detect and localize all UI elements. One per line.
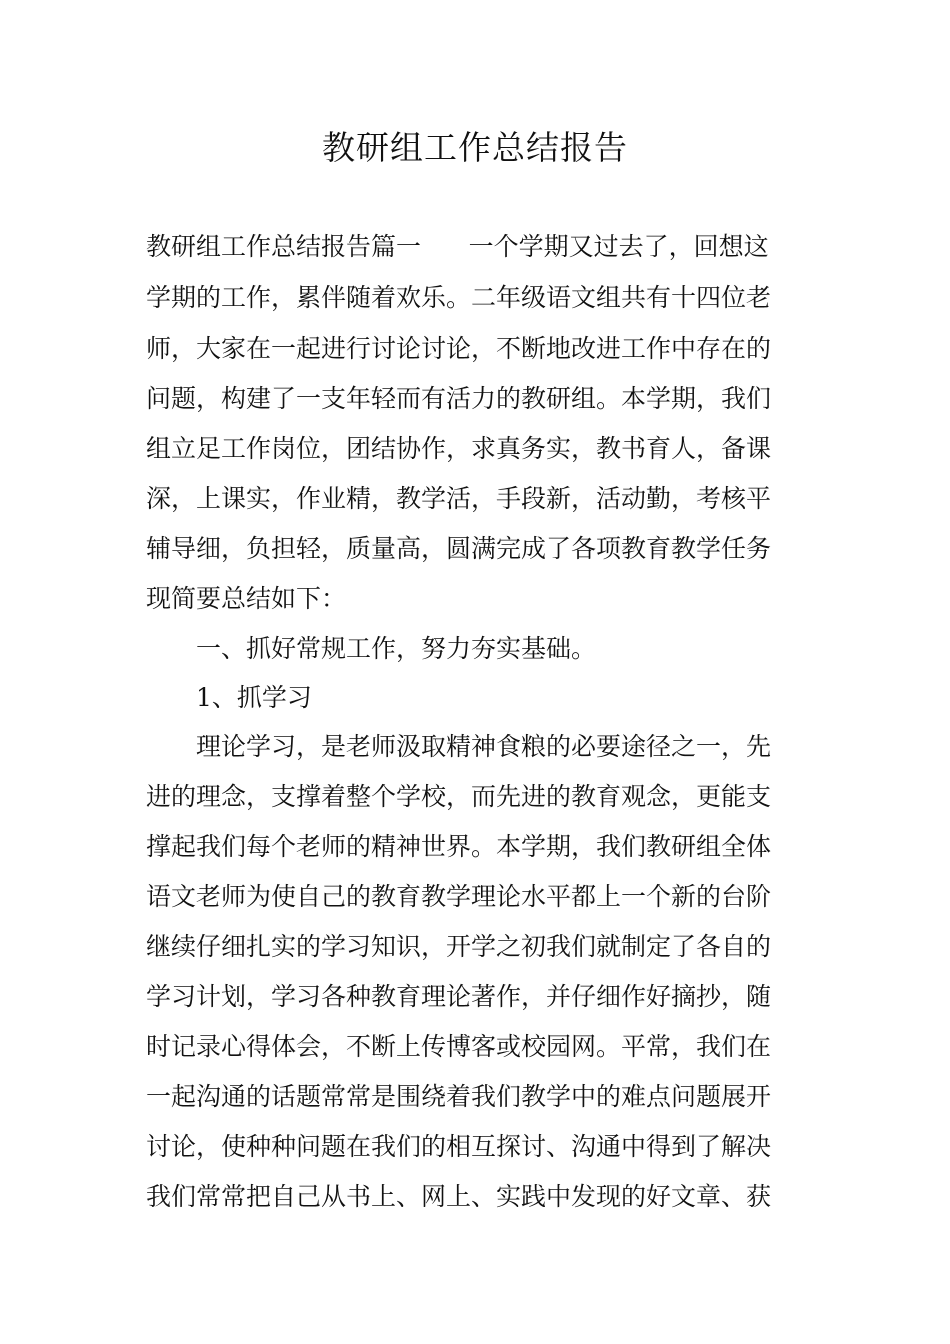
paragraph-line: 时记录心得体会，不断上传博客或校园网。平常，我们在: [146, 1032, 772, 1061]
paragraph-line: 深，上课实，作业精，教学活，手段新，活动勤，考核平: [146, 484, 772, 513]
paragraph-line: 学习计划，学习各种教育理论著作，并仔细作好摘抄，随: [146, 982, 772, 1011]
section-heading: 一、抓好常规工作，努力夯实基础。: [196, 634, 597, 663]
subsection-heading: 1、抓学习: [196, 683, 312, 712]
paragraph-line: 语文老师为使自己的教育教学理论水平都上一个新的台阶: [146, 882, 772, 911]
paragraph-line: 我们常常把自己从书上、网上、实践中发现的好文章、获: [146, 1182, 772, 1211]
paragraph-line: 师，大家在一起进行讨论讨论，不断地改进工作中存在的: [146, 334, 772, 363]
paragraph-line: 理论学习，是老师汲取精神食粮的必要途径之一，先: [196, 732, 772, 761]
paragraph-line: 进的理念，支撑着整个学校，而先进的教育观念，更能支: [146, 782, 772, 811]
paragraph-line: 现简要总结如下：: [146, 584, 347, 613]
paragraph-line: 学期的工作，累伴随着欢乐。二年级语文组共有十四位老: [146, 283, 772, 312]
paragraph-line: 一起沟通的话题常常是围绕着我们教学中的难点问题展开: [146, 1082, 772, 1111]
paragraph-line: 撑起我们每个老师的精神世界。本学期，我们教研组全体: [146, 832, 772, 861]
paragraph-line: 问题，构建了一支年轻而有活力的教研组。本学期，我们: [146, 384, 772, 413]
paragraph-line: 讨论，使种种问题在我们的相互探讨、沟通中得到了解决: [146, 1132, 772, 1161]
paragraph-line: 教研组工作总结报告篇一 一个学期又过去了，回想这: [146, 232, 769, 261]
document-title: 教研组工作总结报告: [322, 128, 628, 167]
paragraph-line: 辅导细，负担轻，质量高，圆满完成了各项教育教学任务: [146, 534, 772, 563]
paragraph-line: 组立足工作岗位，团结协作，求真务实，教书育人，备课: [146, 434, 772, 463]
paragraph-line: 继续仔细扎实的学习知识，开学之初我们就制定了各自的: [146, 932, 772, 961]
